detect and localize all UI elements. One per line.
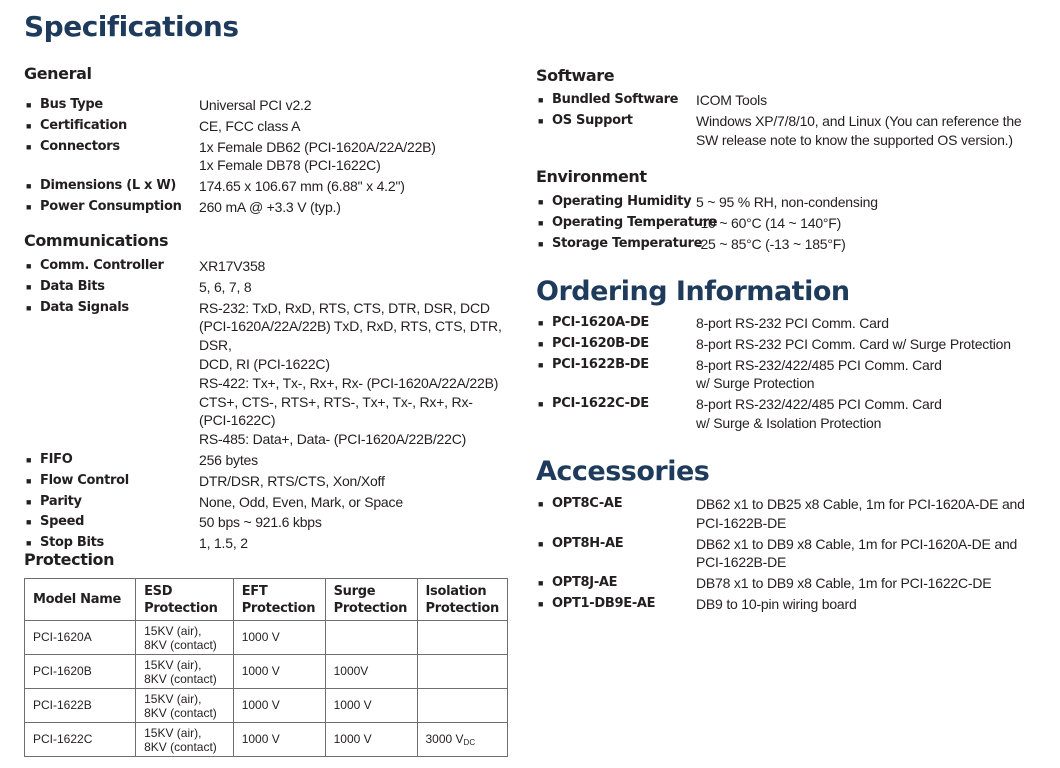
bullet-icon: ■ [538,499,544,509]
bullet-icon: ■ [26,141,32,152]
item-value [696,595,857,614]
bullet-icon: ■ [538,95,544,105]
item-value [199,472,385,491]
list-item [24,472,524,491]
general-spec-list [24,96,524,219]
section-software-heading: Software [536,66,615,85]
item-value-line: CTS+, CTS-, RTS+, RTS-, Tx+, Tx-, Rx+, Rx- [199,393,473,410]
cell-model: PCI-1622B [25,689,136,723]
bullet-icon: ■ [538,399,544,410]
list-item [536,91,1036,110]
header-model-name: Model Name [25,579,136,621]
list-item [536,495,1036,533]
bullet-icon: ■ [26,201,32,212]
list-item [24,493,524,512]
item-value-line: ICOM Tools [696,92,767,108]
item-value [696,235,846,254]
item-value [696,91,767,110]
item-label: Bundled Software [552,92,679,107]
esd-air: 15KV (air), [144,657,202,672]
item-value-line: DTR/DSR, RTS/CTS, Xon/Xoff [199,472,385,489]
list-item [24,513,524,532]
header-esd-protection: ESD Protection [136,579,234,621]
item-value [696,574,991,593]
item-value-line: 5, 6, 7, 8 [199,278,252,295]
item-value-line: -10 ~ 60°C (14 ~ 140°F) [696,214,842,231]
table-row [25,621,508,655]
esd-air: 15KV (air), [144,691,202,706]
item-value [696,356,942,394]
item-label: OPT8J-AE [552,575,618,591]
table-row [25,655,508,689]
item-value [199,198,341,217]
list-item [24,257,524,276]
item-value [199,513,322,532]
item-value [696,395,942,433]
list-item [536,112,1036,150]
section-environment-heading: Environment [536,167,647,186]
item-value-line: 1, 1.5, 2 [199,535,248,552]
cell-isolation [417,621,508,655]
item-value-line: (PCI-1622C) [199,412,276,429]
list-item [536,193,1036,212]
item-label: OPT8C-AE [552,496,623,511]
bullet-icon: ■ [26,302,32,313]
item-value-line: 1x Female DB78 (PCI-1622C) [199,157,381,174]
item-label: PCI-1620B-DE [552,335,649,351]
bullet-icon: ■ [538,318,544,328]
esd-contact: 8KV (contact) [144,705,217,720]
item-value [199,138,436,176]
item-label: Bus Type [40,97,103,112]
software-spec-list [536,91,1036,151]
list-item [536,574,1036,593]
item-value-line: 174.65 x 106.67 mm (6.88" x 4.2") [199,178,405,195]
cell-surge: 1000 V [325,689,417,723]
item-value-line: 256 bytes [199,451,258,468]
item-value-line: XR17V358 [199,258,266,274]
list-item [536,335,1036,354]
bullet-icon: ■ [538,238,544,249]
bullet-icon: ■ [26,496,32,507]
list-item [24,138,524,176]
list-item [24,451,524,470]
item-label: Comm. Controller [40,258,164,273]
cell-esd [136,655,234,689]
item-value [199,117,300,136]
cell-surge: 1000 V [325,723,417,757]
esd-contact: 8KV (contact) [144,739,217,754]
item-value [696,112,1022,150]
esd-air: 15KV (air), [144,725,202,740]
item-label: Storage Temperature [552,235,703,251]
item-value-line: DB62 x1 to DB25 x8 Cable, 1m for PCI-1620A-DE and [696,496,1025,512]
item-label: Flow Control [40,472,129,488]
list-item [536,595,1036,614]
item-label: OPT8H-AE [552,535,624,551]
esd-air: 15KV (air), [144,623,202,638]
bullet-icon: ■ [26,454,32,465]
cell-surge: 1000V [325,655,417,689]
list-item [24,96,524,115]
cell-model: PCI-1622C [25,723,136,757]
item-label: Data Bits [40,278,105,294]
item-label: Connectors [40,138,120,154]
item-value [199,96,311,115]
cell-esd [136,689,234,723]
item-label: OPT1-DB9E-AE [552,595,656,611]
item-value [199,493,403,512]
item-value-line: DB9 to 10-pin wiring board [696,595,857,612]
list-item [536,235,1036,254]
item-value-line: -25 ~ 85°C (-13 ~ 185°F) [696,235,846,252]
item-value-line: SW release note to know the supported OS version.) [696,131,1013,148]
cell-esd [136,723,234,757]
item-value [199,278,251,297]
item-label: Certification [40,117,127,133]
list-item [24,117,524,136]
list-item [536,314,1036,333]
esd-contact: 8KV (contact) [144,637,217,652]
bullet-icon: ■ [538,538,544,549]
bullet-icon: ■ [26,475,32,486]
item-value-line: PCI-1622B-DE [696,514,787,531]
cell-eft: 1000 V [233,689,325,723]
item-value [696,535,1017,573]
item-label: OS Support [552,112,633,128]
section-communications-heading: Communications [24,231,169,250]
list-item [24,177,524,196]
bullet-icon: ■ [26,181,32,192]
table-row [25,723,508,757]
item-value-line: RS-422: Tx+, Tx-, Rx+, Rx- (PCI-1620A/22A/22B) [199,374,499,391]
protection-table-header-row [25,579,508,621]
item-value-line: 1x Female DB62 (PCI-1620A/22A/22B) [199,138,436,155]
cell-eft: 1000 V [233,723,325,757]
item-value-line: 50 bps ~ 921.6 kbps [199,514,322,531]
item-label: Operating Humidity [552,194,692,209]
item-value [199,299,524,449]
communications-spec-list [24,257,524,555]
item-label: Stop Bits [40,535,104,551]
bullet-icon: ■ [26,538,32,549]
protection-table [24,578,508,757]
bullet-icon: ■ [538,338,544,349]
cell-model: PCI-1620B [25,655,136,689]
item-value-line: None, Odd, Even, Mark, or Space [199,493,403,510]
item-label: Dimensions (L x W) [40,178,177,194]
item-value-line: DCD, RI (PCI-1622C) [199,355,330,372]
list-item [24,299,524,449]
item-value-line: 8-port RS-232/422/485 PCI Comm. Card [696,356,942,373]
isolation-value: 3000 V [425,731,464,746]
list-item [536,356,1036,394]
cell-eft: 1000 V [233,621,325,655]
item-value [696,214,841,233]
bullet-icon: ■ [26,120,32,131]
item-value [199,451,258,470]
item-value-line: w/ Surge Protection [696,375,815,392]
bullet-icon: ■ [538,115,544,126]
item-label: Data Signals [40,299,129,315]
cell-model: PCI-1620A [25,621,136,655]
accessories-list [536,495,1036,616]
list-item [536,395,1036,433]
item-label: PCI-1622B-DE [552,356,649,372]
item-value-line: CE, FCC class A [199,117,301,134]
bullet-icon: ■ [538,359,544,370]
cell-eft: 1000 V [233,655,325,689]
item-label: Power Consumption [40,198,182,214]
item-label: Speed [40,514,85,530]
bullet-icon: ■ [538,217,544,228]
item-value-line: 5 ~ 95 % RH, non-condensing [696,194,878,210]
header-isolation-protection: Isolation Protection [417,579,508,621]
item-value [696,335,1011,354]
item-label: FIFO [40,451,73,467]
item-value-line: 8-port RS-232/422/485 PCI Comm. Card [696,396,942,413]
cell-esd [136,621,234,655]
item-value [199,257,265,276]
bullet-icon: ■ [26,261,32,271]
cell-isolation [417,689,508,723]
item-label: Parity [40,493,82,509]
list-item [536,535,1036,573]
header-surge-protection: Surge Protection [325,579,417,621]
section-general-heading: General [24,64,92,83]
list-item [24,198,524,217]
item-value-line: 260 mA @ +3.3 V (typ.) [199,198,341,215]
ordering-information-title: Ordering Information [536,276,850,307]
list-item [536,214,1036,233]
cell-isolation [417,723,508,757]
item-value-line: RS-485: Data+, Data- (PCI-1620A/22B/22C) [199,431,467,448]
item-value-line: DB78 x1 to DB9 x8 Cable, 1m for PCI-1622C-DE [696,575,992,592]
item-label: PCI-1622C-DE [552,396,649,412]
item-value-line: 8-port RS-232 PCI Comm. Card w/ Surge Protection [696,335,1011,352]
item-value-line: DB62 x1 to DB9 x8 Cable, 1m for PCI-1620A-DE and [696,535,1018,552]
item-value [199,534,248,553]
item-value-line: 8-port RS-232 PCI Comm. Card [696,315,889,331]
table-row [25,689,508,723]
item-value-line: PCI-1622B-DE [696,554,787,571]
bullet-icon: ■ [26,517,32,528]
bullet-icon: ■ [26,281,32,292]
environment-spec-list [536,193,1036,255]
item-value [696,193,878,212]
esd-contact: 8KV (contact) [144,671,217,686]
item-value-line: (PCI-1620A/22A/22B) TxD, RxD, RTS, CTS, DTR, DSR, [199,318,502,354]
item-label: PCI-1620A-DE [552,315,650,330]
item-value [696,495,1025,533]
accessories-title: Accessories [536,456,710,487]
item-label: Operating Temperature [552,214,718,230]
item-value-line: w/ Surge & Isolation Protection [696,414,882,431]
bullet-icon: ■ [538,578,544,589]
cell-surge [325,621,417,655]
item-value-line: Universal PCI v2.2 [199,97,312,113]
section-protection-heading: Protection [24,550,115,569]
item-value-line: RS-232: TxD, RxD, RTS, CTS, DTR, DSR, DCD [199,299,490,316]
page-title: Specifications [24,10,239,43]
ordering-list [536,314,1036,435]
item-value [199,177,405,196]
item-value [696,314,889,333]
item-value-line: Windows XP/7/8/10, and Linux (You can reference the [696,112,1022,129]
bullet-icon: ■ [538,598,544,609]
header-eft-protection: EFT Protection [233,579,325,621]
isolation-unit: DC [463,737,476,747]
cell-isolation [417,655,508,689]
bullet-icon: ■ [538,197,544,207]
list-item [24,278,524,297]
bullet-icon: ■ [26,100,32,110]
